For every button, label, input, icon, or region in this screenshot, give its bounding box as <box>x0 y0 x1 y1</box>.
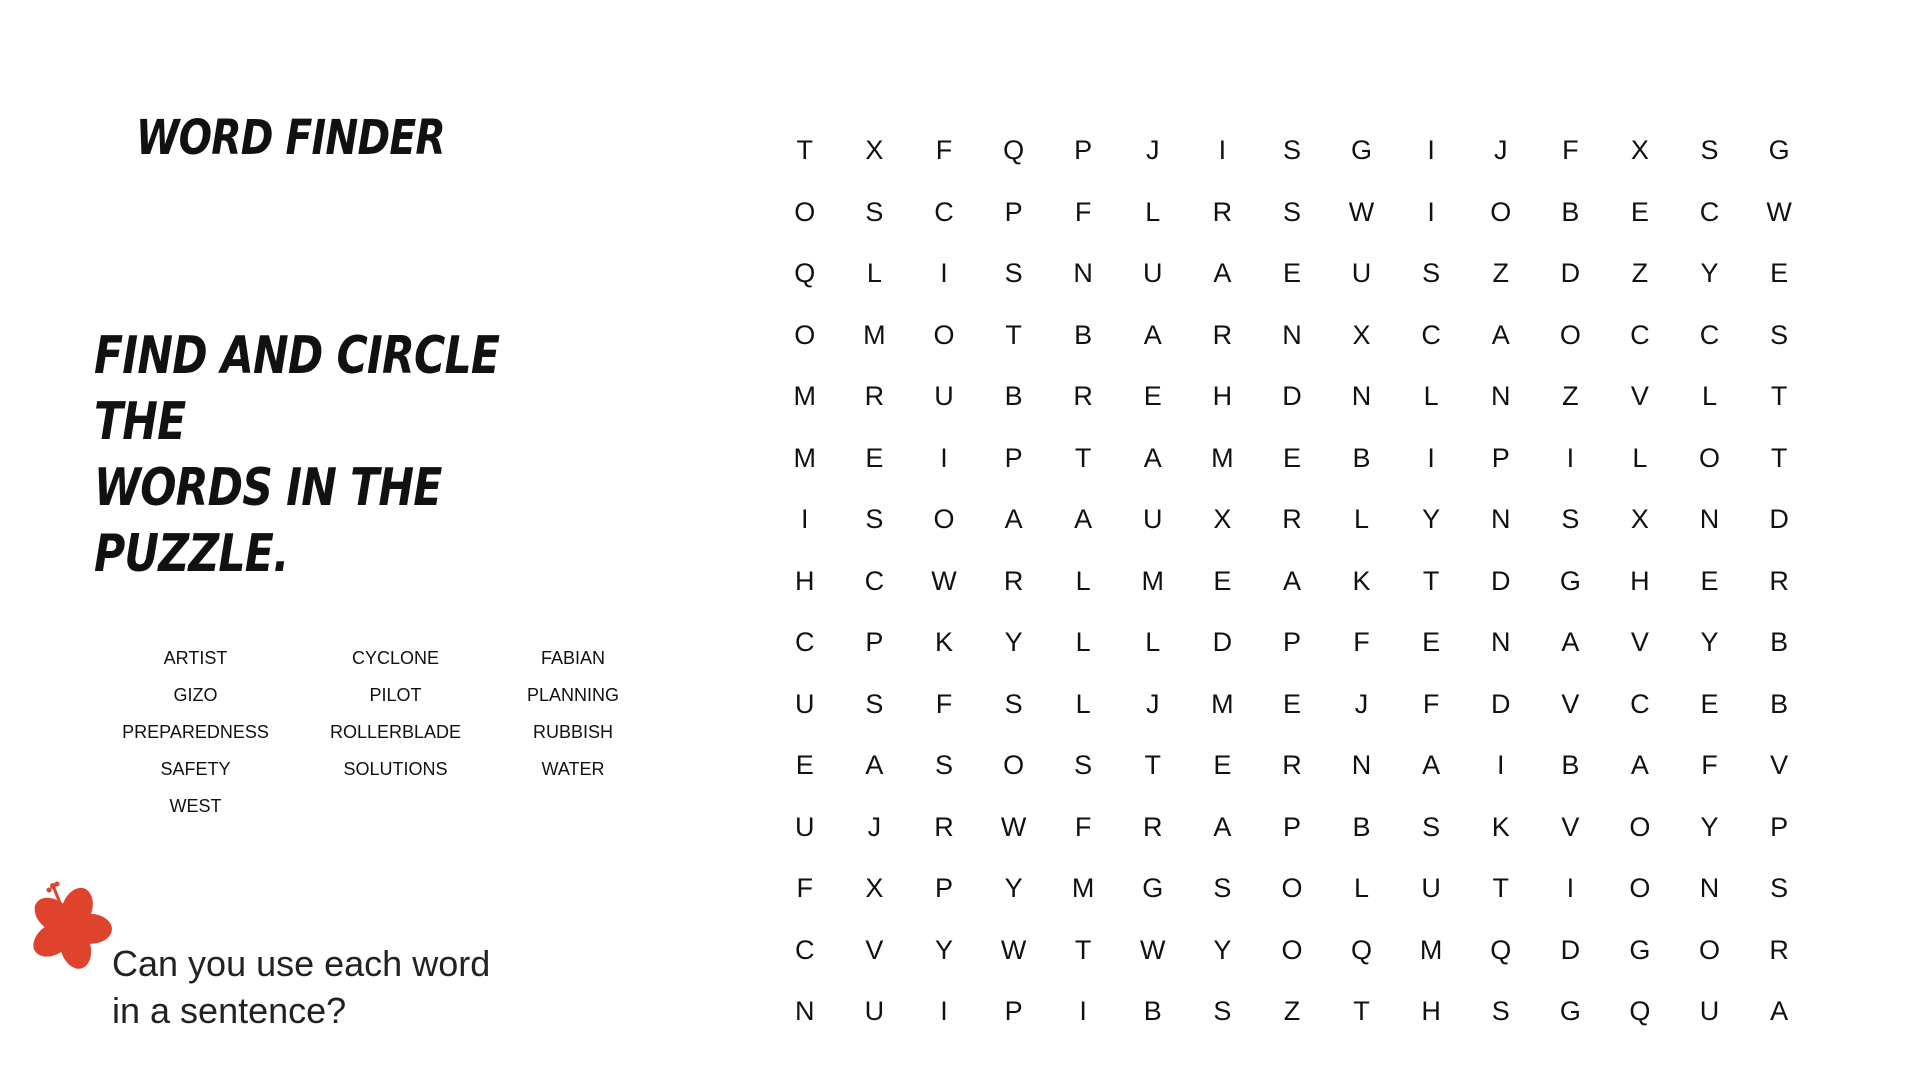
grid-letter[interactable]: A <box>1770 996 1789 1026</box>
grid-letter[interactable]: I <box>1427 442 1435 473</box>
grid-letter[interactable]: A <box>865 750 884 780</box>
word-list-item: ARTIST <box>163 648 228 668</box>
grid-letter[interactable]: M <box>1141 565 1165 596</box>
word-list-item: PLANNING <box>526 685 620 705</box>
grid-letter[interactable]: L <box>1075 565 1091 596</box>
grid-letter[interactable]: D <box>1282 381 1302 411</box>
grid-letter[interactable]: G <box>1559 996 1581 1026</box>
grid-letter[interactable]: I <box>1566 442 1575 473</box>
grid-letter[interactable]: A <box>1491 319 1510 350</box>
grid-letter[interactable]: N <box>1282 319 1302 350</box>
grid-letter[interactable]: O <box>1559 319 1581 350</box>
grid-letter[interactable]: Y <box>1213 934 1232 965</box>
grid-letter[interactable]: U <box>934 381 954 411</box>
grid-letter[interactable]: W <box>931 565 957 596</box>
grid-letter[interactable]: P <box>1004 442 1023 473</box>
grid-letter[interactable]: I <box>940 442 948 473</box>
grid-letter[interactable]: C <box>1421 319 1441 350</box>
grid-letter[interactable]: S <box>1074 750 1093 780</box>
grid-letter[interactable]: Q <box>1490 934 1512 965</box>
grid-letter[interactable]: E <box>1282 688 1301 719</box>
grid-letter[interactable]: T <box>1422 565 1440 596</box>
grid-letter[interactable]: N <box>1490 504 1511 534</box>
grid-letter[interactable]: H <box>795 565 815 596</box>
grid-letter[interactable]: Y <box>1004 627 1023 657</box>
grid-letter[interactable]: S <box>1561 504 1580 534</box>
grid-letter[interactable]: J <box>867 811 882 842</box>
grid-letter[interactable]: N <box>1351 381 1372 411</box>
grid-letter[interactable]: F <box>1074 196 1092 227</box>
grid-letter[interactable]: T <box>1144 750 1162 780</box>
grid-letter[interactable]: U <box>795 811 815 842</box>
grid-letter[interactable]: L <box>1075 688 1091 719</box>
hibiscus-flower-icon <box>20 878 120 978</box>
grid-letter[interactable]: V <box>1770 750 1789 780</box>
grid-letter[interactable]: R <box>1769 934 1789 965</box>
grid-letter[interactable]: S <box>1213 996 1232 1026</box>
grid-letter[interactable]: F <box>935 688 953 719</box>
grid-letter[interactable]: Q <box>1003 135 1025 165</box>
grid-letter[interactable]: N <box>1699 504 1720 534</box>
grid-letter[interactable]: O <box>1281 873 1303 903</box>
instructions-line-1: FIND AND CIRCLE THE <box>94 326 500 452</box>
grid-letter[interactable]: L <box>1632 442 1648 473</box>
grid-letter[interactable]: Y <box>934 934 953 965</box>
grid-letter[interactable]: H <box>1630 565 1650 596</box>
grid-letter[interactable]: E <box>1630 196 1649 227</box>
grid-letter[interactable]: S <box>1213 873 1232 903</box>
word-list-item: ROLLERBLADE <box>329 722 462 742</box>
grid-letter[interactable]: T <box>1492 873 1509 903</box>
grid-letter[interactable]: X <box>1213 504 1232 534</box>
grid-letter[interactable]: O <box>1699 934 1721 965</box>
grid-letter[interactable]: J <box>1146 135 1160 165</box>
grid-letter[interactable]: W <box>1000 934 1027 965</box>
grid-letter[interactable]: E <box>865 442 884 473</box>
grid-letter[interactable]: R <box>864 381 885 411</box>
grid-letter[interactable]: L <box>866 258 882 288</box>
grid-letter[interactable]: C <box>1699 196 1720 227</box>
grid-letter[interactable]: R <box>1212 319 1233 350</box>
grid-letter[interactable]: N <box>795 996 815 1026</box>
grid-letter[interactable]: F <box>796 873 814 903</box>
grid-letter[interactable]: I <box>940 996 948 1026</box>
grid-letter[interactable]: B <box>1561 196 1580 227</box>
grid-letter[interactable]: V <box>1630 627 1649 657</box>
grid-letter[interactable]: M <box>1419 934 1443 965</box>
grid-letter[interactable]: C <box>795 934 815 965</box>
grid-letter[interactable]: I <box>940 258 948 288</box>
grid-letter[interactable]: L <box>1354 873 1370 903</box>
grid-letter[interactable]: S <box>1004 688 1023 719</box>
grid-letter[interactable]: P <box>1004 196 1023 227</box>
grid-letter[interactable]: N <box>1699 873 1720 903</box>
grid-letter[interactable]: S <box>1282 135 1301 165</box>
grid-letter[interactable]: L <box>1075 627 1091 657</box>
grid-letter[interactable]: P <box>1074 135 1093 165</box>
grid-letter[interactable]: P <box>1282 811 1301 842</box>
grid-letter[interactable]: P <box>1282 627 1301 657</box>
grid-letter[interactable]: I <box>1427 135 1435 165</box>
grid-letter[interactable]: A <box>1004 504 1023 534</box>
grid-letter[interactable]: Y <box>1700 811 1719 842</box>
grid-letter[interactable]: Y <box>1700 258 1719 288</box>
grid-letter[interactable]: S <box>934 750 953 780</box>
grid-letter[interactable]: V <box>1561 688 1580 719</box>
grid-letter[interactable]: I <box>1218 135 1227 165</box>
grid-letter[interactable]: A <box>1213 258 1232 288</box>
grid-letter[interactable]: L <box>1354 504 1370 534</box>
grid-letter[interactable]: R <box>1282 750 1302 780</box>
grid-letter[interactable]: O <box>794 196 816 227</box>
grid-letter[interactable]: F <box>935 135 953 165</box>
grid-letter[interactable]: S <box>865 688 884 719</box>
grid-letter[interactable]: F <box>1701 750 1718 780</box>
grid-letter[interactable]: E <box>1143 381 1162 411</box>
grid-letter[interactable]: M <box>793 381 817 411</box>
grid-letter[interactable]: M <box>863 319 886 350</box>
word-list-item: RUBBISH <box>532 722 613 742</box>
grid-letter[interactable]: W <box>1766 196 1792 227</box>
grid-letter[interactable]: N <box>1490 381 1511 411</box>
grid-letter[interactable]: E <box>795 750 814 780</box>
grid-letter[interactable]: S <box>1770 873 1789 903</box>
grid-letter[interactable]: C <box>1630 688 1650 719</box>
grid-letter[interactable]: W <box>1000 811 1027 842</box>
grid-letter[interactable]: R <box>1282 504 1302 534</box>
grid-letter[interactable]: C <box>934 196 954 227</box>
word-list-item: WEST <box>169 796 222 816</box>
word-list-item: PREPAREDNESS <box>122 722 269 742</box>
grid-letter[interactable]: F <box>1562 135 1579 165</box>
grid-letter[interactable]: C <box>1699 319 1720 350</box>
grid-letter[interactable]: X <box>1630 504 1649 534</box>
grid-letter[interactable]: B <box>1352 811 1371 842</box>
grid-letter[interactable]: K <box>1491 811 1510 842</box>
grid-letter[interactable]: U <box>1351 258 1372 288</box>
grid-letter[interactable]: K <box>934 627 953 657</box>
grid-letter[interactable]: O <box>933 504 955 534</box>
grid-letter[interactable]: C <box>864 565 885 596</box>
grid-letter[interactable]: D <box>1212 627 1233 657</box>
word-list-item: PILOT <box>369 685 422 705</box>
grid-letter[interactable]: L <box>1145 627 1161 657</box>
grid-letter[interactable]: D <box>1560 258 1581 288</box>
grid-letter[interactable]: J <box>1146 688 1160 719</box>
grid-letter[interactable]: L <box>1702 381 1718 411</box>
grid-letter[interactable]: R <box>934 811 954 842</box>
grid-letter[interactable]: P <box>1770 811 1789 842</box>
grid-letter[interactable]: W <box>1140 934 1166 965</box>
grid-letter[interactable]: A <box>1143 319 1162 350</box>
grid-letter[interactable]: P <box>934 873 953 903</box>
grid-letter[interactable]: U <box>864 996 885 1026</box>
grid-letter[interactable]: V <box>1630 381 1649 411</box>
grid-letter[interactable]: S <box>1004 258 1023 288</box>
grid-letter[interactable]: Q <box>1629 996 1651 1026</box>
grid-letter[interactable]: P <box>1004 996 1023 1026</box>
grid-letter[interactable]: R <box>1143 811 1163 842</box>
grid-letter[interactable]: W <box>1348 196 1375 227</box>
grid-letter[interactable]: X <box>1630 135 1649 165</box>
word-list-item: WATER <box>541 759 605 779</box>
page-title: WORD FINDER <box>136 110 445 166</box>
grid-letter[interactable]: E <box>1770 258 1789 288</box>
grid-letter[interactable]: O <box>1490 196 1512 227</box>
grid-letter[interactable]: Z <box>1492 258 1509 288</box>
word-list-item: CYCLONE <box>351 648 440 668</box>
grid-letter[interactable]: Y <box>1422 504 1441 534</box>
grid-letter[interactable]: H <box>1421 996 1441 1026</box>
grid-letter[interactable]: O <box>933 319 955 350</box>
grid-letter[interactable]: E <box>1700 688 1719 719</box>
grid-letter[interactable]: M <box>1211 442 1234 473</box>
grid-letter[interactable]: E <box>1282 258 1301 288</box>
grid-letter[interactable]: E <box>1213 750 1232 780</box>
grid-letter[interactable]: N <box>1490 627 1511 657</box>
grid-letter[interactable]: T <box>1353 996 1370 1026</box>
grid-letter[interactable]: O <box>1629 811 1651 842</box>
grid-letter[interactable]: R <box>1003 565 1024 596</box>
grid-letter[interactable]: T <box>1770 381 1788 411</box>
grid-letter[interactable]: I <box>1496 750 1505 780</box>
prompt-line-1: Can you use each word <box>112 943 491 984</box>
grid-letter[interactable]: T <box>1770 442 1788 473</box>
grid-letter[interactable]: A <box>1143 442 1162 473</box>
grid-letter[interactable]: O <box>1281 934 1303 965</box>
grid-letter[interactable]: X <box>865 135 884 165</box>
grid-letter[interactable]: X <box>865 873 884 903</box>
grid-letter[interactable]: Z <box>1283 996 1301 1026</box>
grid-letter[interactable]: B <box>1074 319 1093 350</box>
grid-letter[interactable]: T <box>1005 319 1022 350</box>
grid-letter[interactable]: M <box>793 442 817 473</box>
grid-letter[interactable]: A <box>1213 811 1232 842</box>
grid-letter[interactable]: U <box>1143 504 1163 534</box>
grid-letter[interactable]: Y <box>1004 873 1023 903</box>
instructions-line-2: WORDS IN THE PUZZLE. <box>94 458 442 584</box>
grid-letter[interactable]: U <box>1421 873 1441 903</box>
grid-letter[interactable]: F <box>1353 627 1370 657</box>
grid-letter[interactable]: L <box>1145 196 1161 227</box>
word-list <box>108 645 638 820</box>
grid-letter[interactable]: D <box>1560 934 1581 965</box>
grid-letter[interactable]: N <box>1351 750 1372 780</box>
grid-letter[interactable]: R <box>1212 196 1233 227</box>
letter-grid <box>770 120 1814 1043</box>
grid-letter[interactable]: B <box>1561 750 1580 780</box>
grid-letter[interactable]: L <box>1423 381 1439 411</box>
grid-letter[interactable]: M <box>1071 873 1095 903</box>
grid-letter[interactable]: I <box>1427 196 1435 227</box>
grid-letter[interactable]: S <box>1422 258 1441 288</box>
grid-letter[interactable]: G <box>1629 934 1651 965</box>
grid-letter[interactable]: R <box>1073 381 1093 411</box>
grid-letter[interactable]: D <box>1490 565 1511 596</box>
grid-letter[interactable]: O <box>794 319 816 350</box>
grid-letter[interactable]: U <box>1143 258 1163 288</box>
grid-letter[interactable]: G <box>1142 873 1164 903</box>
grid-letter[interactable]: M <box>1211 688 1234 719</box>
grid-letter[interactable]: X <box>1352 319 1371 350</box>
grid-letter[interactable]: E <box>1700 565 1719 596</box>
grid-letter[interactable]: C <box>795 627 815 657</box>
word-list-item: FABIAN <box>540 648 606 668</box>
prompt-line-2: in a sentence? <box>112 990 347 1031</box>
grid-letter[interactable]: O <box>1699 442 1721 473</box>
grid-letter[interactable]: V <box>865 934 884 965</box>
word-list-item: SAFETY <box>160 759 231 779</box>
grid-letter[interactable]: E <box>1282 442 1301 473</box>
grid-letter[interactable]: O <box>1629 873 1651 903</box>
grid-letter[interactable]: G <box>1768 135 1790 165</box>
grid-letter[interactable]: S <box>865 504 884 534</box>
grid-letter[interactable]: T <box>796 135 814 165</box>
grid-letter[interactable]: U <box>1699 996 1720 1026</box>
grid-letter[interactable]: T <box>1074 934 1092 965</box>
grid-letter[interactable]: S <box>1422 811 1441 842</box>
grid-letter[interactable]: Y <box>1700 627 1719 657</box>
grid-letter[interactable]: K <box>1352 565 1371 596</box>
grid-letter[interactable]: O <box>1003 750 1025 780</box>
grid-letter[interactable]: A <box>1630 750 1649 780</box>
grid-letter[interactable]: A <box>1282 565 1301 596</box>
grid-letter[interactable]: T <box>1074 442 1092 473</box>
grid-letter[interactable]: E <box>1422 627 1441 657</box>
grid-letter[interactable]: B <box>1770 627 1789 657</box>
grid-letter[interactable]: U <box>795 688 815 719</box>
grid-letter[interactable]: S <box>865 196 884 227</box>
word-list-item: SOLUTIONS <box>343 759 448 779</box>
grid-letter[interactable]: B <box>1143 996 1162 1026</box>
grid-letter[interactable]: B <box>1352 442 1371 473</box>
grid-letter[interactable]: V <box>1561 811 1580 842</box>
grid-letter[interactable]: Q <box>794 258 816 288</box>
word-list-item: GIZO <box>173 685 218 705</box>
grid-letter[interactable]: I <box>1566 873 1575 903</box>
grid-letter[interactable]: G <box>1559 565 1581 596</box>
grid-letter[interactable]: A <box>1561 627 1580 657</box>
grid-letter[interactable]: D <box>1769 504 1789 534</box>
grid-letter[interactable]: G <box>1351 135 1373 165</box>
instructions <box>94 323 602 587</box>
grid-letter[interactable]: R <box>1769 565 1789 596</box>
grid-letter[interactable]: S <box>1282 196 1301 227</box>
grid-letter[interactable]: S <box>1491 996 1510 1026</box>
grid-letter[interactable]: E <box>1213 565 1232 596</box>
grid-letter[interactable]: B <box>1770 688 1789 719</box>
grid-letter[interactable]: C <box>1630 319 1650 350</box>
grid-letter[interactable]: I <box>801 504 809 534</box>
grid-letter[interactable]: Q <box>1351 934 1373 965</box>
grid-letter[interactable]: P <box>865 627 884 657</box>
grid-letter[interactable]: P <box>1491 442 1510 473</box>
grid-letter[interactable]: N <box>1073 258 1093 288</box>
grid-letter[interactable]: Z <box>1631 258 1649 288</box>
grid-letter[interactable]: F <box>1422 688 1440 719</box>
grid-letter[interactable]: A <box>1422 750 1441 780</box>
grid-letter[interactable]: J <box>1354 688 1369 719</box>
grid-letter[interactable]: B <box>1004 381 1023 411</box>
grid-letter[interactable]: F <box>1074 811 1092 842</box>
grid-letter[interactable]: H <box>1212 381 1233 411</box>
grid-letter[interactable]: J <box>1493 135 1508 165</box>
grid-letter[interactable]: S <box>1770 319 1789 350</box>
grid-letter[interactable]: Z <box>1562 381 1579 411</box>
grid-letter[interactable]: S <box>1700 135 1719 165</box>
grid-letter[interactable]: D <box>1490 688 1511 719</box>
grid-letter[interactable]: A <box>1074 504 1093 534</box>
grid-letter[interactable]: I <box>1079 996 1087 1026</box>
sentence-prompt <box>112 940 532 1034</box>
